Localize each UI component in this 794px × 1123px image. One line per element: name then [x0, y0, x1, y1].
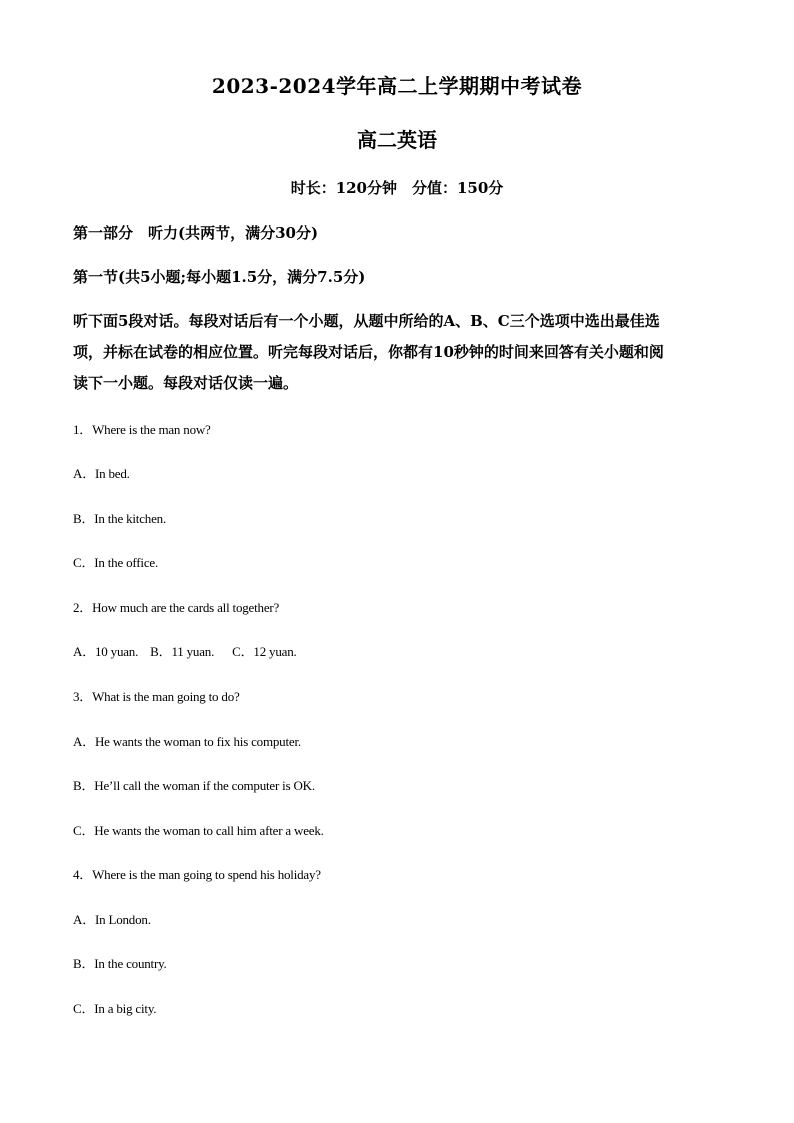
question-1-stem: 1．Where is the man now?: [73, 422, 211, 437]
question-2-option-c: C．12 yuan.: [232, 644, 297, 659]
question-4-option-a: A．In London.: [73, 912, 151, 927]
question-2-option-b: B．11 yuan.: [150, 644, 215, 659]
question-3-option-b: B．He’ll call the woman if the computer is OK.: [73, 778, 315, 793]
question-2-stem: 2．How much are the cards all together?: [73, 600, 280, 615]
instructions-line: 读下一小题。每段对话仅读一遍。: [73, 374, 299, 392]
question-2-options: [73, 641, 297, 660]
instructions: [73, 306, 723, 399]
exam-title: 2023-2024学年高二上学期期中考试卷: [211, 74, 583, 98]
question-3-option-c: C．He wants the woman to call him after a week.: [73, 823, 324, 838]
question-3-stem: 3．What is the man going to do?: [73, 689, 240, 704]
subject-title: 高二英语: [357, 128, 437, 152]
question-3-option-a: A．He wants the woman to fix his computer.: [73, 734, 301, 749]
instructions-line: 项，并标在试卷的相应位置。听完每段对话后，你都有10秒钟的时间来回答有关小题和阅: [73, 343, 664, 361]
question-4-option-c: C．In a big city.: [73, 1001, 157, 1016]
exam-meta: 时长：120分钟 分值：150分: [290, 179, 504, 197]
question-4-option-b: B．In the country.: [73, 956, 167, 971]
subsection-heading: 第一节(共5小题;每小题1.5分，满分7.5分): [73, 268, 366, 286]
question-2-option-a: A．10 yuan.: [73, 644, 139, 659]
part-heading: 第一部分 听力(共两节，满分30分): [73, 224, 319, 242]
question-1-option-a: A．In bed.: [73, 466, 130, 481]
instructions-line: 听下面5段对话。每段对话后有一个小题，从题中所给的A、B、C三个选项中选出最佳选: [73, 312, 660, 330]
question-1-option-c: C．In the office.: [73, 555, 159, 570]
question-1-option-b: B．In the kitchen.: [73, 511, 166, 526]
question-4-stem: 4．Where is the man going to spend his holiday?: [73, 867, 321, 882]
